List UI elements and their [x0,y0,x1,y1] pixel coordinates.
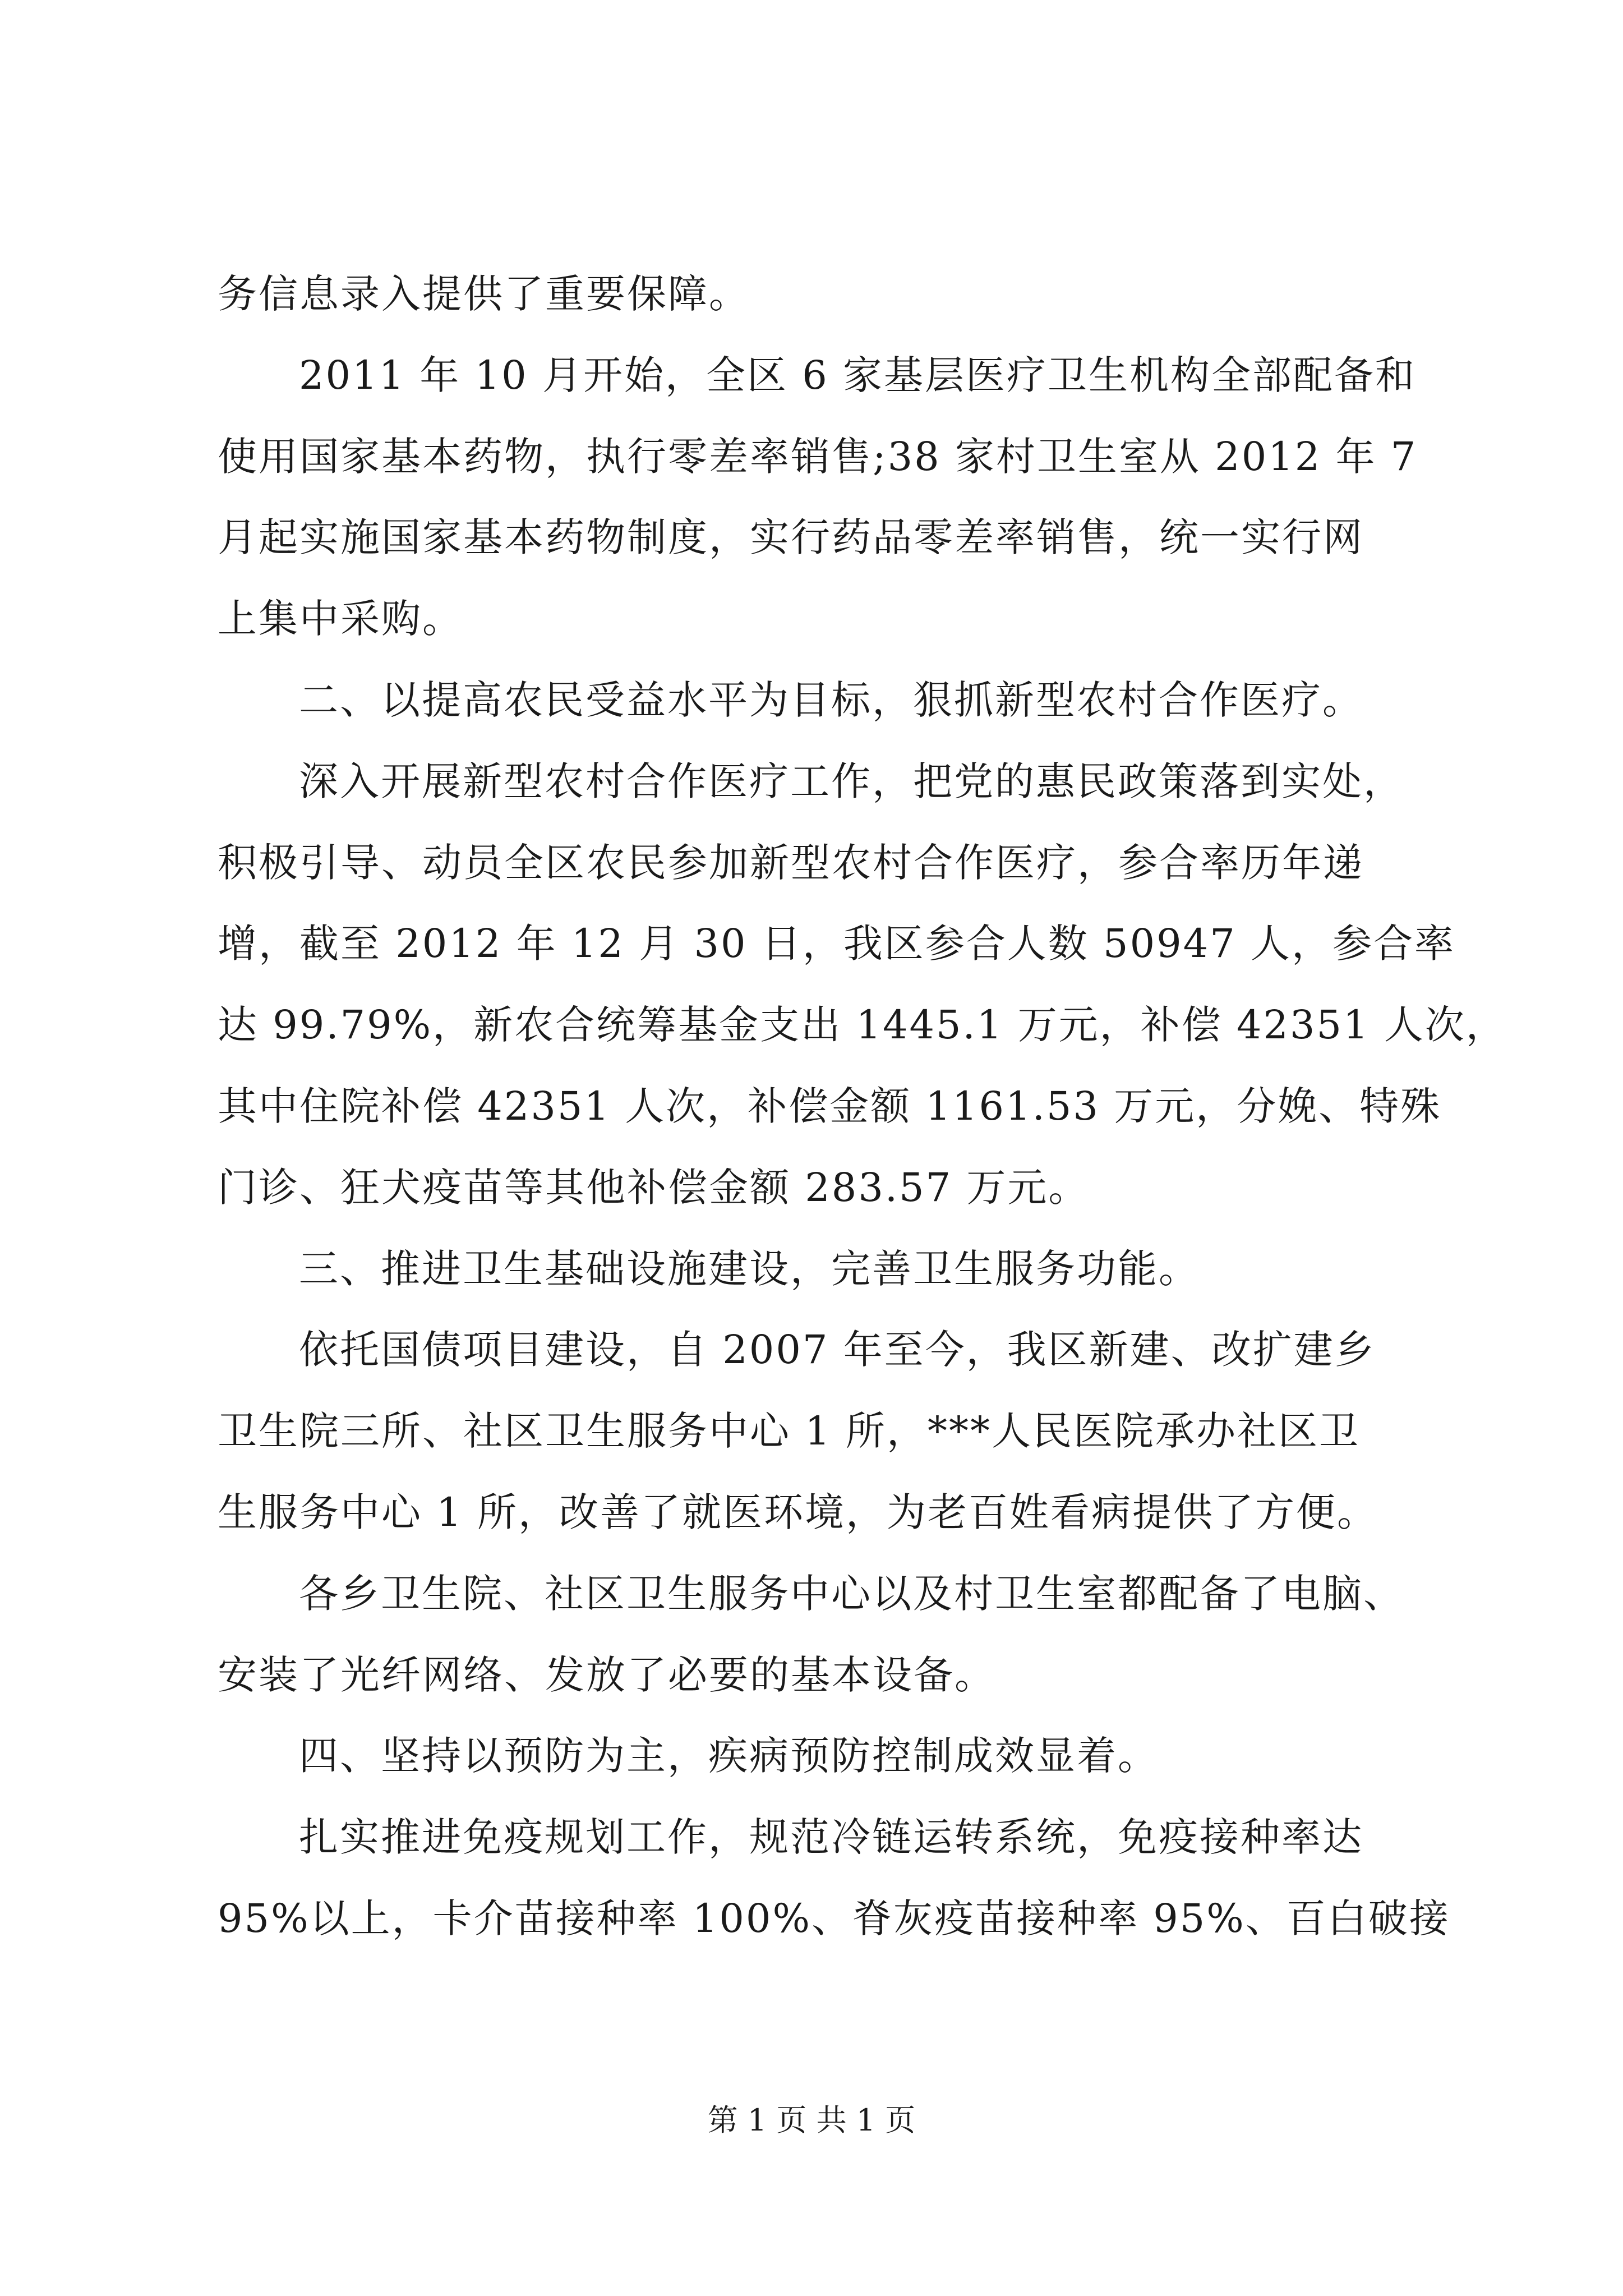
body-line: 安装了光纤网络、发放了必要的基本设备。 [218,1651,995,1698]
body-line: 生服务中心 1 所，改善了就医环境，为老百姓看病提供了方便。 [218,1489,1378,1535]
body-line: 95%以上，卡介苗接种率 100%、脊灰疫苗接种率 95%、百白破接 [218,1895,1450,1941]
body-line: 达 99.79%，新农合统筹基金支出 1445.1 万元，补偿 42351 人次， [218,1002,1507,1048]
body-line: 增，截至 2012 年 12 月 30 日，我区参合人数 50947 人，参合率 [218,921,1455,967]
body-line: 门诊、狂犬疫苗等其他补偿金额 283.57 万元。 [218,1164,1090,1211]
section-heading-3: 三、推进卫生基础设施建设，完善卫生服务功能。 [299,1245,1200,1292]
paragraph-start-line: 扎实推进免疫规划工作，规范冷链运转系统，免疫接种率达 [299,1814,1363,1861]
body-line: 积极引导、动员全区农民参加新型农村合作医疗，参合率历年递 [218,839,1364,886]
paragraph-start-line: 2011 年 10 月开始，全区 6 家基层医疗卫生机构全部配备和 [299,352,1417,398]
body-line: 上集中采购。 [218,596,463,642]
body-line: 其中住院补偿 42351 人次，补偿金额 1161.53 万元，分娩、特殊 [218,1083,1442,1129]
paragraph-start-line: 依托国债项目建设，自 2007 年至今，我区新建、改扩建乡 [299,1327,1376,1373]
section-heading-2: 二、以提高农民受益水平为目标，狠抓新型农村合作医疗。 [299,677,1363,723]
body-line: 卫生院三所、社区卫生服务中心 1 所，***人民医院承办社区卫 [218,1408,1361,1455]
paragraph-start-line: 各乡卫生院、社区卫生服务中心以及村卫生室都配备了电脑、 [299,1570,1404,1617]
document-body [218,254,1507,1959]
paragraph-start-line: 深入开展新型农村合作医疗工作，把党的惠民政策落到实处， [299,758,1404,804]
body-line: 使用国家基本药物，执行零差率销售;38 家村卫生室从 2012 年 7 [218,433,1418,480]
section-heading-4: 四、坚持以预防为主，疾病预防控制成效显着。 [299,1733,1159,1779]
page-footer: 第 1 页 共 1 页 [707,2102,916,2138]
body-line: 务信息录入提供了重要保障。 [218,271,750,317]
body-line: 月起实施国家基本药物制度，实行药品零差率销售，统一实行网 [218,514,1364,561]
